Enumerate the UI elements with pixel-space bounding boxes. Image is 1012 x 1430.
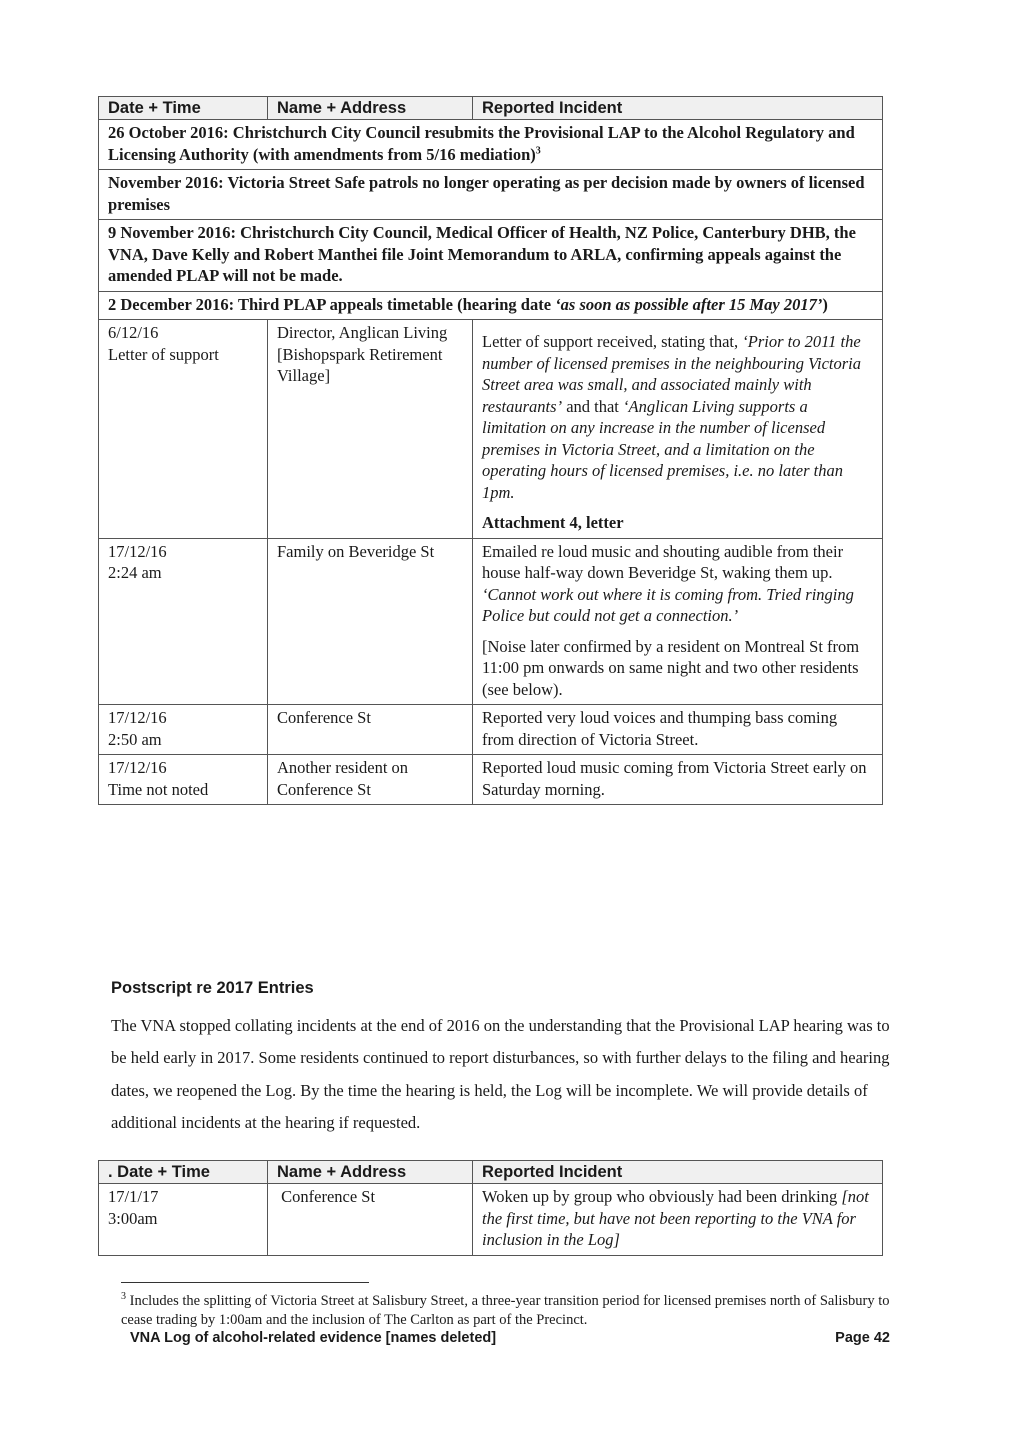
table-row	[99, 705, 883, 755]
incident-log-table	[98, 96, 883, 805]
incident-cell	[473, 320, 883, 539]
incident-text: Letter of support received, stating that,	[482, 332, 743, 351]
attachment-note: Attachment 4, letter	[482, 513, 624, 532]
header-reported-incident: Reported Incident	[473, 97, 883, 120]
entry-date: 17/1/17	[108, 1187, 159, 1206]
date-time-cell	[99, 538, 268, 705]
incident-text: Woken up by group who obviously had been drinking	[482, 1187, 842, 1206]
milestone-text: 2 December 2016: Third PLAP appeals timetable (hearing date	[108, 294, 556, 314]
date-time-cell	[99, 755, 268, 805]
incident-note: [not the first time, but have not been reporting to the VNA for inclusion in the Log]	[482, 1187, 869, 1249]
milestone-cell	[99, 291, 883, 320]
name-address-cell: Director, Anglican Living [Bishopspark Retirement Village]	[268, 320, 473, 539]
entry-time: Time not noted	[108, 779, 209, 799]
incident-paragraph	[482, 541, 873, 627]
footnote-separator	[121, 1282, 369, 1283]
entry-time: 2:50 am	[108, 729, 162, 749]
table-header-row	[99, 1161, 883, 1184]
table-row	[99, 1184, 883, 1256]
footnote	[121, 1292, 891, 1330]
entry-date: 17/12/16	[108, 708, 167, 727]
incident-text: Emailed re loud music and shouting audible from their house half-way down Beveridge St, waking them up.	[482, 541, 844, 582]
footnote-number: 3	[121, 1291, 126, 1303]
milestone-text: 26 October 2016: Christchurch City Council resubmits the Provisional LAP to the Alcohol Regulatory and Licensing Authority (with amendments from 5/16 mediation)	[108, 123, 855, 164]
incident-cell	[473, 1184, 883, 1256]
incident-cell: Reported loud music coming from Victoria Street early on Saturday morning.	[473, 755, 883, 805]
header-reported-incident: Reported Incident	[473, 1161, 883, 1184]
name-address-cell: Family on Beveridge St	[268, 538, 473, 705]
milestone-row	[99, 291, 883, 320]
milestone-tail: )	[822, 294, 828, 314]
footer-document-title: VNA Log of alcohol-related evidence [names deleted]	[130, 1330, 497, 1346]
milestone-text: 9 November 2016: Christchurch City Council, Medical Officer of Health, NZ Police, Canterbury DHB, the VNA, Dave Kelly and Robert Manthei file Joint Memorandum to ARLA, confirming appeals against the amended PLAP will not be made.	[108, 223, 856, 285]
milestone-row	[99, 220, 883, 292]
milestone-row	[99, 120, 883, 170]
name-address-cell: Conference St	[268, 1184, 473, 1256]
date-time-cell	[99, 705, 268, 755]
footnote-text: Includes the splitting of Victoria Street at Salisbury Street, a three-year transition period for licensed premises north of Salisbury to cease trading by 1:00am and the inclusion of The Carlton as part of the Precinct.	[121, 1293, 890, 1328]
incident-cell: Reported very loud voices and thumping bass coming from direction of Victoria Street.	[473, 705, 883, 755]
milestone-cell	[99, 170, 883, 220]
name-address-cell: Conference St	[268, 705, 473, 755]
date-time-cell	[99, 1184, 268, 1256]
incident-paragraph: [Noise later confirmed by a resident on Montreal St from 11:00 pm onwards on same night and two other residents (see below).	[482, 636, 860, 699]
milestone-cell	[99, 220, 883, 292]
date-time-cell	[99, 320, 268, 539]
incident-text: and that	[562, 396, 624, 416]
incident-quote: ‘Cannot work out where it is coming from. Tried ringing Police but could not get a connection.’	[482, 584, 854, 625]
milestone-cell	[99, 120, 883, 170]
table-row	[99, 320, 883, 539]
header-date-time: . Date + Time	[99, 1161, 268, 1184]
postscript-body: The VNA stopped collating incidents at the end of 2016 on the understanding that the Provisional LAP hearing was to be held early in 2017. Some residents continued to report disturbances, so with further delays to the filing and hearing dates, we reopened the Log. By the time the hearing is held, the Log will be incomplete. We will provide details of additional incidents at the hearing if requested.	[111, 1016, 890, 1132]
name-address-cell: Another resident on Conference St	[268, 755, 473, 805]
header-date-time: Date + Time	[99, 97, 268, 120]
incident-quote: ‘Anglican Living supports a limitation on any increase in the number of licensed premises in Victoria Street, and a limitation on the operating hours of licensed premises, i.e. no later than 1pm.	[482, 396, 843, 502]
footnote-ref: 3	[535, 145, 541, 156]
incident-paragraph	[482, 331, 873, 503]
footer-page-number: Page 42	[835, 1330, 890, 1346]
header-name-address: Name + Address	[268, 1161, 473, 1184]
milestone-text: November 2016: Victoria Street Safe patrols no longer operating as per decision made by owners of licensed premises	[108, 173, 865, 214]
incident-log-table-2017	[98, 1160, 883, 1256]
milestone-quote: ‘as soon as possible after 15 May 2017’	[555, 294, 823, 314]
table-header-row	[99, 97, 883, 120]
incident-cell	[473, 538, 883, 705]
entry-time: Letter of support	[108, 344, 219, 364]
table-row	[99, 538, 883, 705]
entry-date: 6/12/16	[108, 323, 159, 342]
entry-date: 17/12/16	[108, 541, 167, 561]
entry-time: 3:00am	[108, 1208, 158, 1228]
entry-date: 17/12/16	[108, 758, 167, 777]
table-row	[99, 755, 883, 805]
postscript-heading: Postscript re 2017 Entries	[111, 979, 314, 997]
header-name-address: Name + Address	[268, 97, 473, 120]
incident-quote: ‘Prior to 2011 the number of licensed premises in the neighbouring Victoria Street area was small, and associated mainly with restaurants’	[482, 332, 861, 416]
milestone-row	[99, 170, 883, 220]
entry-time: 2:24 am	[108, 563, 162, 582]
